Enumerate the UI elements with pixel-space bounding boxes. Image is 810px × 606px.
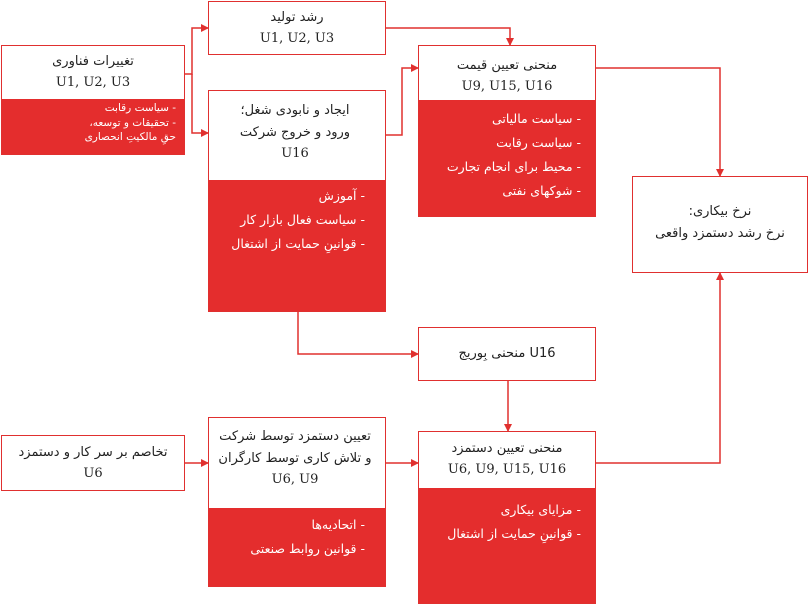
- output-growth-box: [208, 1, 386, 55]
- wage-setting-box: [208, 417, 386, 587]
- price-setting-codes: U9, U15, U16: [461, 79, 553, 94]
- output-growth-codes: U1, U2, U3: [259, 31, 335, 46]
- unemployment-title-line2: نرخ رشد دستمزد واقعی: [655, 226, 785, 241]
- wage-curve-box: [418, 431, 596, 604]
- wage-curve-title: منحنی تعیین دستمزد: [451, 441, 563, 456]
- policy-item: - سیاست فعال بازار کار: [240, 212, 365, 227]
- policy-item: - تحقیقات و توسعه،: [89, 116, 176, 129]
- job-creation-codes: U16: [281, 146, 309, 161]
- arrow-tech-to-growth: [185, 28, 208, 74]
- unemployment-title-line1: نرخ بیکاری:: [688, 204, 752, 219]
- policy-item: - قوانین روابط صنعتی: [250, 541, 365, 556]
- policy-item: - قوانینِ حمایت از اشتغال: [447, 526, 581, 541]
- policy-item: - شوکهای نفتی: [502, 183, 581, 198]
- arrow-tech-to-jobs: [192, 74, 208, 133]
- arrow-growth-to-price: [386, 28, 510, 45]
- wage-setting-title-line1: تعیین دستمزد توسط شرکت: [219, 429, 371, 444]
- output-growth-title: رشد تولید: [270, 10, 324, 25]
- policy-item: - اتحادیه‌ها: [311, 517, 365, 532]
- tech-change-title: تغییرات فناوری: [52, 54, 134, 69]
- job-creation-title-line2: ورود و خروج شرکت: [239, 125, 351, 140]
- policy-item: - سیاست رقابت: [104, 102, 176, 114]
- policy-item: - سیاست رقابت: [496, 135, 581, 150]
- arrow-jobs-to-beveridge: [298, 312, 418, 354]
- job-creation-title-line1: ایجاد و نابودی شغل؛: [240, 103, 350, 118]
- conflict-title: تخاصم بر سر کار و دستمزد: [18, 445, 168, 460]
- policy-item: - قوانینِ حمایت از اشتغال: [231, 236, 365, 251]
- conflict-codes: U6: [83, 466, 103, 481]
- policy-item: حقِ مالکیتِ انحصاری: [84, 131, 176, 143]
- unemployment-box: [632, 176, 808, 273]
- arrow-price-to-unemp: [596, 68, 720, 176]
- policy-item: - سیاست مالیاتی: [491, 111, 581, 126]
- beveridge-title: U16 منحنی بِوریج: [458, 346, 556, 361]
- tech-change-codes: U1, U2, U3: [55, 75, 131, 90]
- policy-item: - آموزش: [318, 188, 365, 203]
- wage-curve-codes: U6, U9, U15, U16: [447, 462, 567, 477]
- arrow-wagecurve-to-unemp: [596, 273, 720, 463]
- price-setting-title: منحنی تعیین قیمت: [456, 58, 558, 73]
- policy-item: - محیط برای انجام تجارت: [446, 159, 581, 174]
- beveridge-box: [418, 327, 596, 381]
- job-creation-box: [208, 90, 386, 312]
- wage-setting-title-line2: و تلاش کاری توسط کارگران: [218, 451, 372, 466]
- conflict-box: [1, 435, 185, 491]
- price-setting-box: [418, 45, 596, 217]
- tech-change-box: [1, 45, 185, 155]
- policy-item: - مزایای بیکاری: [500, 502, 581, 517]
- arrow-jobs-to-price: [386, 68, 418, 135]
- wage-setting-codes: U6, U9: [271, 472, 319, 487]
